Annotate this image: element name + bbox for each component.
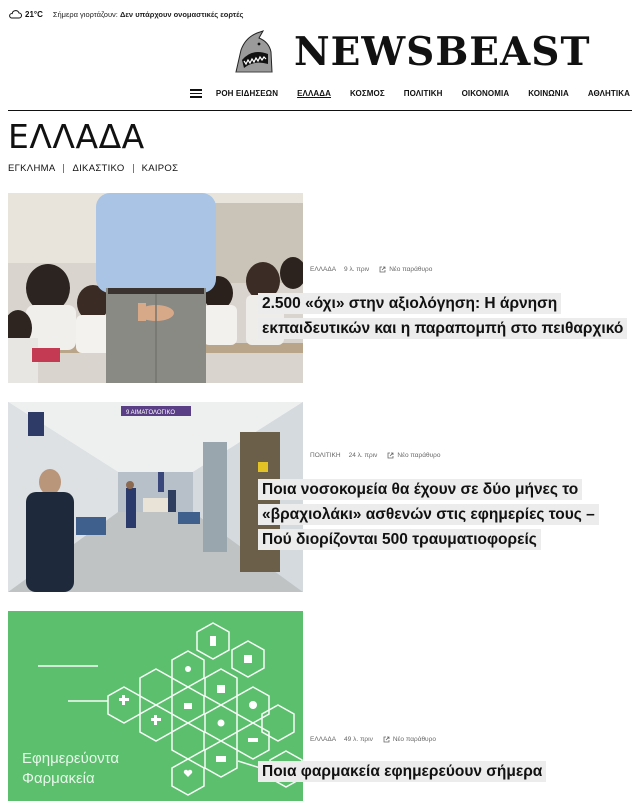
article-category[interactable]: ΕΛΛΑΔΑ <box>310 266 337 273</box>
classroom-photo <box>8 193 303 383</box>
nameday-text <box>53 10 244 19</box>
article-time: 24 λ. πριν <box>348 452 378 459</box>
top-bar <box>8 6 243 22</box>
open-new-window-label: Νέο παράθυρο <box>389 266 433 273</box>
cloud-icon <box>8 9 22 19</box>
subnav-item-dikastiko[interactable]: ΔΙΚΑΣΤΙΚΟ <box>72 163 125 174</box>
nameday-value: Δεν υπάρχουν ονομαστικές εορτές <box>119 9 244 19</box>
shark-logo-icon <box>232 30 274 74</box>
page-title: ΕΛΛΑΔΑ <box>8 117 145 156</box>
external-link-icon <box>379 266 386 273</box>
article-time: 49 λ. πριν <box>344 736 373 743</box>
subnav-separator <box>133 164 134 173</box>
menu-icon[interactable] <box>190 89 202 98</box>
article-card <box>8 611 640 801</box>
subnav-item-egklima[interactable]: ΕΓΚΛΗΜΑ <box>8 163 56 174</box>
external-link-icon <box>387 452 394 459</box>
image-caption-line2: Φαρμακεία <box>22 770 95 787</box>
article-headline[interactable] <box>258 291 628 341</box>
external-link-icon <box>383 736 390 743</box>
logo-text: NEWSBEAST <box>294 28 591 75</box>
subnav-item-kairos[interactable]: ΚΑΙΡΟΣ <box>141 163 179 174</box>
article-category[interactable]: ΕΛΛΑΔΑ <box>310 736 337 743</box>
article-meta <box>310 266 432 273</box>
article-category[interactable]: ΠΟΛΙΤΙΚΗ <box>310 452 341 459</box>
article-meta <box>310 452 440 459</box>
subnav-separator <box>63 164 64 173</box>
open-new-window-link[interactable] <box>383 736 436 743</box>
article-headline-text: Ποια νοσοκομεία θα έχουν σε δύο μήνες το «βραχιολάκι» ασθενών στις εφημερίες τους – Πού διορίζονται 500 τραυματιοφορείς <box>258 479 599 550</box>
hospital-sign: 9 ΑΙΜΑΤΟΛΟΓΙΚΟ <box>126 410 176 416</box>
open-new-window-label: Νέο παράθυρο <box>392 736 436 743</box>
nameday-label: Σήμερα γιορτάζουν: <box>52 9 118 19</box>
article-headline-text: Ποια φαρμακεία εφημερεύουν σήμερα <box>258 761 546 782</box>
article-time: 9 λ. πριν <box>344 266 370 273</box>
nav-item-athlitika[interactable]: ΑΘΛΗΤΙΚΑ <box>587 89 630 98</box>
sub-nav <box>8 163 178 174</box>
nav-item-roi-eidiseon[interactable]: ΡΟΗ ΕΙΔΗΣΕΩΝ <box>215 89 279 98</box>
temperature: 21°C <box>25 9 43 19</box>
article-meta <box>310 736 436 743</box>
image-caption-line1: Εφημερεύοντα <box>22 750 120 767</box>
article-card <box>8 193 640 383</box>
open-new-window-link[interactable] <box>379 266 432 273</box>
nav-item-politiki[interactable]: ΠΟΛΙΤΙΚΗ <box>403 89 443 98</box>
site-logo[interactable] <box>232 30 590 74</box>
open-new-window-label: Νέο παράθυρο <box>397 452 441 459</box>
article-headline-text: 2.500 «όχι» στην αξιολόγηση: Η άρνηση εκπαιδευτικών και η παραπομπή στο πειθαρχικό <box>258 293 627 339</box>
article-thumbnail[interactable] <box>8 193 303 383</box>
main-nav <box>190 89 630 98</box>
nav-item-oikonomia[interactable]: ΟΙΚΟΝΟΜΙΑ <box>461 89 510 98</box>
article-headline[interactable] <box>258 477 628 552</box>
nav-item-koinonia[interactable]: ΚΟΙΝΩΝΙΑ <box>528 89 569 98</box>
header-divider <box>8 110 632 111</box>
article-card <box>8 402 640 592</box>
article-headline[interactable] <box>258 759 628 784</box>
nav-item-kosmos[interactable]: ΚΟΣΜΟΣ <box>350 89 385 98</box>
nav-item-ellada[interactable]: ΕΛΛΑΔΑ <box>297 89 332 98</box>
open-new-window-link[interactable] <box>387 452 440 459</box>
